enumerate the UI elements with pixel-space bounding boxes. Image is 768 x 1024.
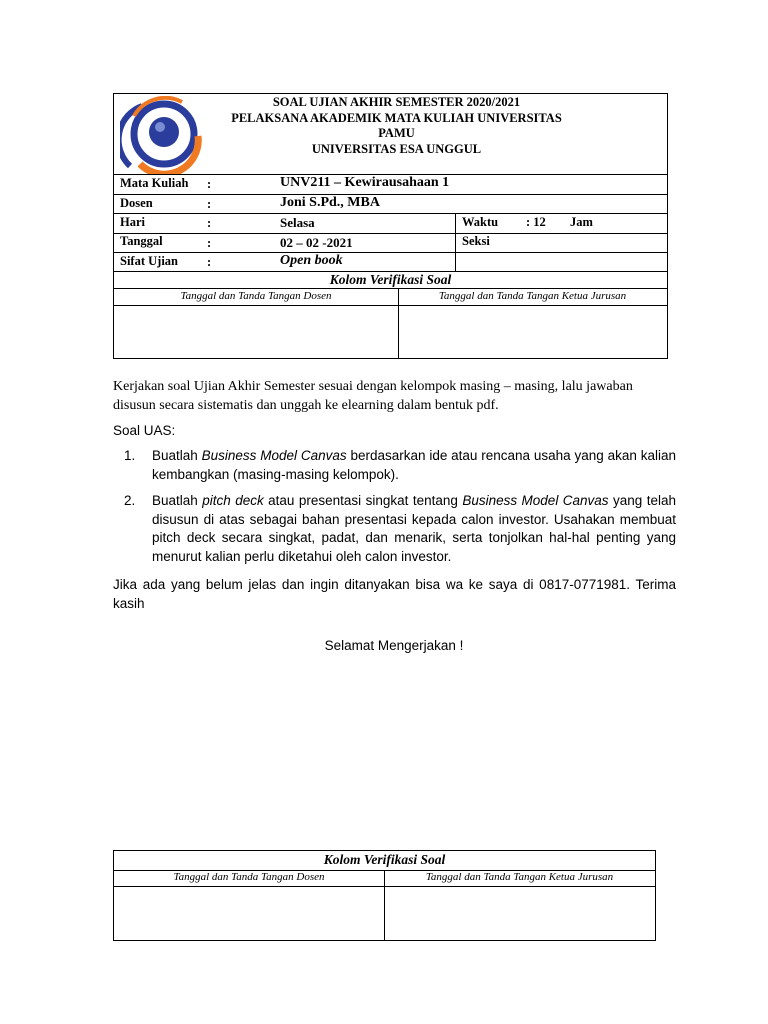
question-2-post: yang telah disusun di atas sebagai bahan presentasi kepada calon investor. Usahakan membuat pitch deck secara singkat, padat, dan menarik, serta tonjolkan hal-hal penting yang menurut kalian perlu diketahui oleh calon investor.	[152, 493, 676, 564]
question-2-emphasis-2: Business Model Canvas	[462, 493, 609, 508]
sifat-ujian-value: Open book	[280, 253, 343, 268]
title-line-1: SOAL UJIAN AKHIR SEMESTER 2020/2021	[272, 95, 521, 109]
waktu-value: : 12	[526, 215, 546, 229]
row-dosen	[114, 194, 667, 215]
contact-paragraph: Jika ada yang belum jelas dan ingin ditanyakan bisa wa ke saya di 0817-0771981. Terima kasih	[113, 577, 676, 611]
row-mata-kuliah	[114, 174, 667, 195]
question-2-number: 2.	[124, 493, 136, 508]
dosen-value: Joni S.Pd., MBA	[280, 195, 380, 210]
closing-text: Selamat Mengerjakan !	[324, 638, 464, 653]
row-tanggal	[114, 233, 667, 254]
exam-header-table	[113, 93, 668, 359]
row-hari	[114, 213, 667, 234]
tanggal-label: Tanggal	[120, 234, 163, 248]
exam-title	[204, 95, 589, 157]
tanggal-value: 02 – 02 -2021	[280, 235, 353, 250]
colon: :	[207, 216, 212, 230]
question-1-emphasis: Business Model Canvas	[201, 448, 347, 463]
title-line-2: PELAKSANA AKADEMIK MATA KULIAH UNIVERSITAS	[231, 110, 562, 125]
question-1-number: 1.	[124, 448, 136, 463]
bottom-verification-title: Kolom Verifikasi Soal	[323, 852, 446, 867]
bottom-verification-table	[113, 850, 656, 941]
signature-area-top	[114, 305, 667, 306]
hari-label: Hari	[120, 215, 145, 229]
question-1-post: berdasarkan ide atau rencana usaha yang akan kalian kembangkan (masing-masing kelompok).	[152, 448, 676, 482]
title-line-4: UNIVERSITAS ESA UNGGUL	[311, 141, 482, 156]
dosen-signature-label: Tanggal dan Tanda Tangan Dosen	[180, 290, 332, 302]
soal-heading: Soal UAS:	[113, 423, 176, 438]
question-1-pre: Buatlah	[152, 448, 202, 463]
question-1-text	[152, 447, 676, 484]
question-2-pre: Buatlah	[152, 493, 203, 508]
bottom-dosen-signature-label: Tanggal dan Tanda Tangan Dosen	[173, 871, 325, 883]
university-logo-icon	[120, 96, 202, 174]
colon: :	[207, 197, 212, 211]
bottom-signature-divider	[384, 870, 385, 941]
dosen-label: Dosen	[120, 196, 153, 210]
mata-kuliah-value: UNV211 – Kewirausahaan 1	[280, 175, 450, 190]
column-divider	[455, 213, 456, 271]
title-line-3: PAMU	[378, 126, 415, 140]
ketua-signature-label: Tanggal dan Tanda Tangan Ketua Jurusan	[438, 290, 627, 302]
mata-kuliah-label: Mata Kuliah	[120, 176, 189, 190]
bottom-ketua-signature-label: Tanggal dan Tanda Tangan Ketua Jurusan	[425, 871, 614, 883]
instruction-paragraph: Kerjakan soal Ujian Akhir Semester sesuai dengan kelompok masing – masing, lalu jawaban disusun secara sistematis dan unggah ke elearning dalam bentuk pdf.	[113, 379, 633, 413]
sifat-ujian-label: Sifat Ujian	[120, 254, 178, 268]
colon: :	[207, 236, 212, 250]
colon: :	[207, 177, 212, 191]
hari-value: Selasa	[280, 215, 315, 230]
verification-title: Kolom Verifikasi Soal	[329, 272, 452, 287]
row-sifat-ujian	[114, 252, 667, 272]
seksi-label: Seksi	[462, 234, 490, 248]
question-2-emphasis: pitch deck	[202, 493, 264, 508]
question-2-mid: atau presentasi singkat tentang	[263, 493, 463, 508]
signature-divider	[398, 288, 399, 359]
question-2-text	[152, 492, 676, 566]
waktu-unit: Jam	[570, 215, 593, 229]
waktu-label: Waktu	[462, 215, 499, 229]
colon: :	[207, 255, 212, 269]
